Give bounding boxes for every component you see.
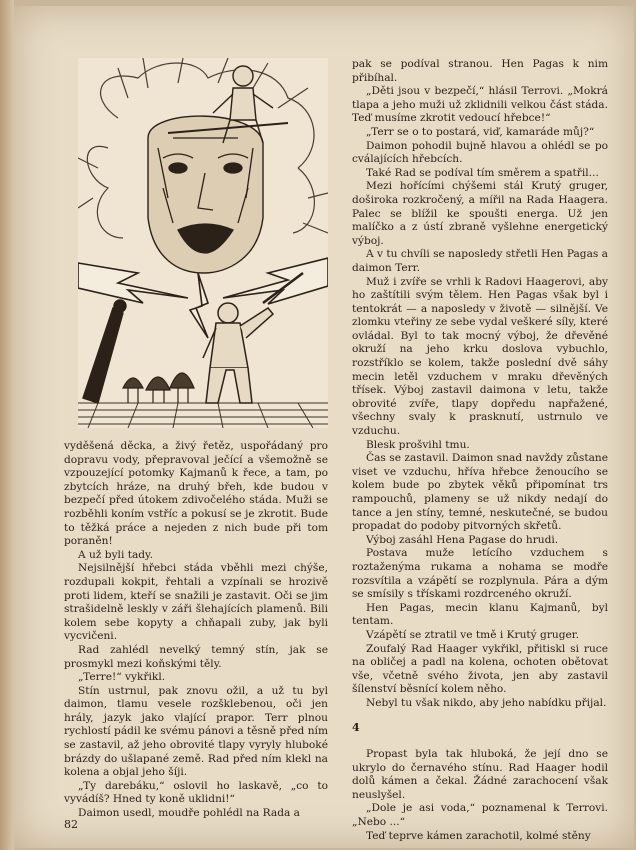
paragraph: „Dole je asi voda,“ poznamenal k Terrovi. „Nebo ...“ (352, 802, 608, 829)
paragraph: Teď teprve kámen zarachotil, kolmé stěny (366, 829, 591, 842)
paragraph: Čas se zastavil. Daimon snad navždy zůstane viset ve vzduchu, hříva hřebce ženoucího se kolem bude po zbytek věků připomínat trs rampouchů, plameny se už nikdy nedají do tance a jen stíny, temné, neskutečné, se budou propadat do podoby pitvorných skřetů. (352, 452, 608, 533)
paragraph: „Ty darebáku,“ oslovil ho laskavě, „co to vyvádíš? Hned ty koně uklidni!“ (64, 779, 328, 806)
paragraph: „Děti jsou v bezpečí,“ hlásil Terrovi. „Mokrá tlapa a jeho muži už zklidnili velkou část stáda. Teď musíme zkrotit vedoucí hřebce!“ (352, 85, 608, 125)
illustration (78, 58, 328, 428)
paragraph: A už byli tady. (78, 548, 153, 561)
paragraph: Rad zahlédl nevelký temný stín, jak se prosmykl mezi koňskými těly. (64, 643, 328, 670)
paragraph: Nejsilnější hřebci stáda vběhli mezi chýše, rozdupali kokpit, řehtali a vzpínali se hrozivě proti lidem, kteří se snažili je zastavit. Oči se jim strašidelně leskly v záři šlehajících plamenů. Bili kolem sebe kopyty a chňapali zuby, jak byli vycvičeni. (64, 562, 328, 643)
paragraph: Výboj zasáhl Hena Pagase do hrudi. (366, 533, 559, 546)
paragraph: Stín ustrnul, pak znovu ožil, a už tu byl daimon, tlamu vesele rozšklebenou, oči jen hrály, jazyk jako vlající prapor. Terr plnou rychlostí pádil ke svému pánovi a těsně před ním se zastavil, až jeho obrovité tlapy vyryly hluboké brázdy do ušlapané země. Rad před ním klekl na kolena a objal jeho šíji. (64, 684, 328, 779)
page-number: 82 (64, 818, 78, 831)
paragraph: Hen Pagas, mecin klanu Kajmanů, byl tentam. (352, 601, 608, 628)
paragraph: Muž i zvíře se vrhli k Radovi Haagerovi, aby ho zaštítili svým tělem. Hen Pagas však byl i tentokrát — a naposledy v životě — silnější. Ve zlomku vteřiny ze sebe vydal veškeré síly, které ovládal. Byl to tak mocný výboj, že dřevěné okruží na jeho krku doslova vybuchlo, rozstříklo se kolem, takže poslední dvě sáhy mecin letěl vzduchem v mraku dřevěných třísek. Výboj zastavil daimona v letu, takže obrovité zvíře, tlapy dopředu napřažené, všechny svaly k prasknutí, ustrnulo ve vzduchu. (352, 275, 608, 438)
paragraph: Mezi hořícími chýšemi stál Krutý gruger, doširoka rozkročený, a mířil na Rada Haagera. Palec se blížil ke spoušti energa. Už jen malíčko a z ústí zbraně vyšlehne energetický výboj. (352, 180, 608, 247)
paragraph: Daimon pohodil bujně hlavou a ohlédl se po cválajících hřebcích. (352, 139, 608, 166)
paragraph: Postava muže letícího vzduchem s roztaženýma rukama a nohama se modře rozsvítila a vzápětí se rozplynula. Pára a dým se smísily s třískami rozdrceného okruží. (352, 547, 608, 601)
paragraph: Zoufalý Rad Haager vykřikl, přitiskl si ruce na obličej a padl na kolena, ochoten obětovat vše, včetně svého života, jen aby zastavil šílenství běsnící kolem něho. (352, 642, 608, 696)
paragraph: Daimon usedl, moudře pohlédl na Rada a (78, 807, 300, 820)
paragraph: Blesk prošvihl tmu. (366, 438, 470, 451)
paragraph: Vzápětí se ztratil ve tmě i Krutý gruger. (366, 628, 580, 641)
paragraph: „Terre!“ vykřikl. (78, 671, 166, 684)
chapter-number: 4 (352, 720, 360, 734)
right-text-column (352, 58, 608, 843)
paragraph: vyděšená děcka, a živý řetěz, uspořádaný pro dopravu vody, přepravoval ječící a všemožně se vzpouzející potomky Kajmanů k řece, a tam, po zbytcích hráze, na druhý břeh, kde budou v bezpečí před útokem zdivočelého stáda. Muži se rozběhli koním vstříc a pokusí se je zkrotit. Bude to těžká práce a nejeden z nich bude při tom poraněn! (64, 440, 328, 548)
paragraph: Propast byla tak hluboká, že její dno se ukrylo do černavého stínu. Rad Haager hodil dolů kámen a čekal. Žádné zarachocení však neuslyšel. (352, 748, 608, 801)
illustration-drawing (78, 58, 328, 428)
paragraph: pak se podíval stranou. Hen Pagas k nim přibíhal. (352, 58, 608, 84)
paragraph: Nebyl tu však nikdo, aby jeho nabídku přijal. (366, 696, 607, 709)
paragraph: A v tu chvíli se naposledy střetli Hen Pagas a daimon Terr. (352, 248, 609, 274)
paragraph: Také Rad se podíval tím směrem a spatřil... (366, 166, 599, 179)
book-spine-shadow (0, 0, 14, 850)
paragraph: „Terr se o to postará, viď, kamaráde můj?“ (366, 125, 595, 138)
book-page (14, 6, 634, 848)
left-text-column (64, 440, 328, 821)
